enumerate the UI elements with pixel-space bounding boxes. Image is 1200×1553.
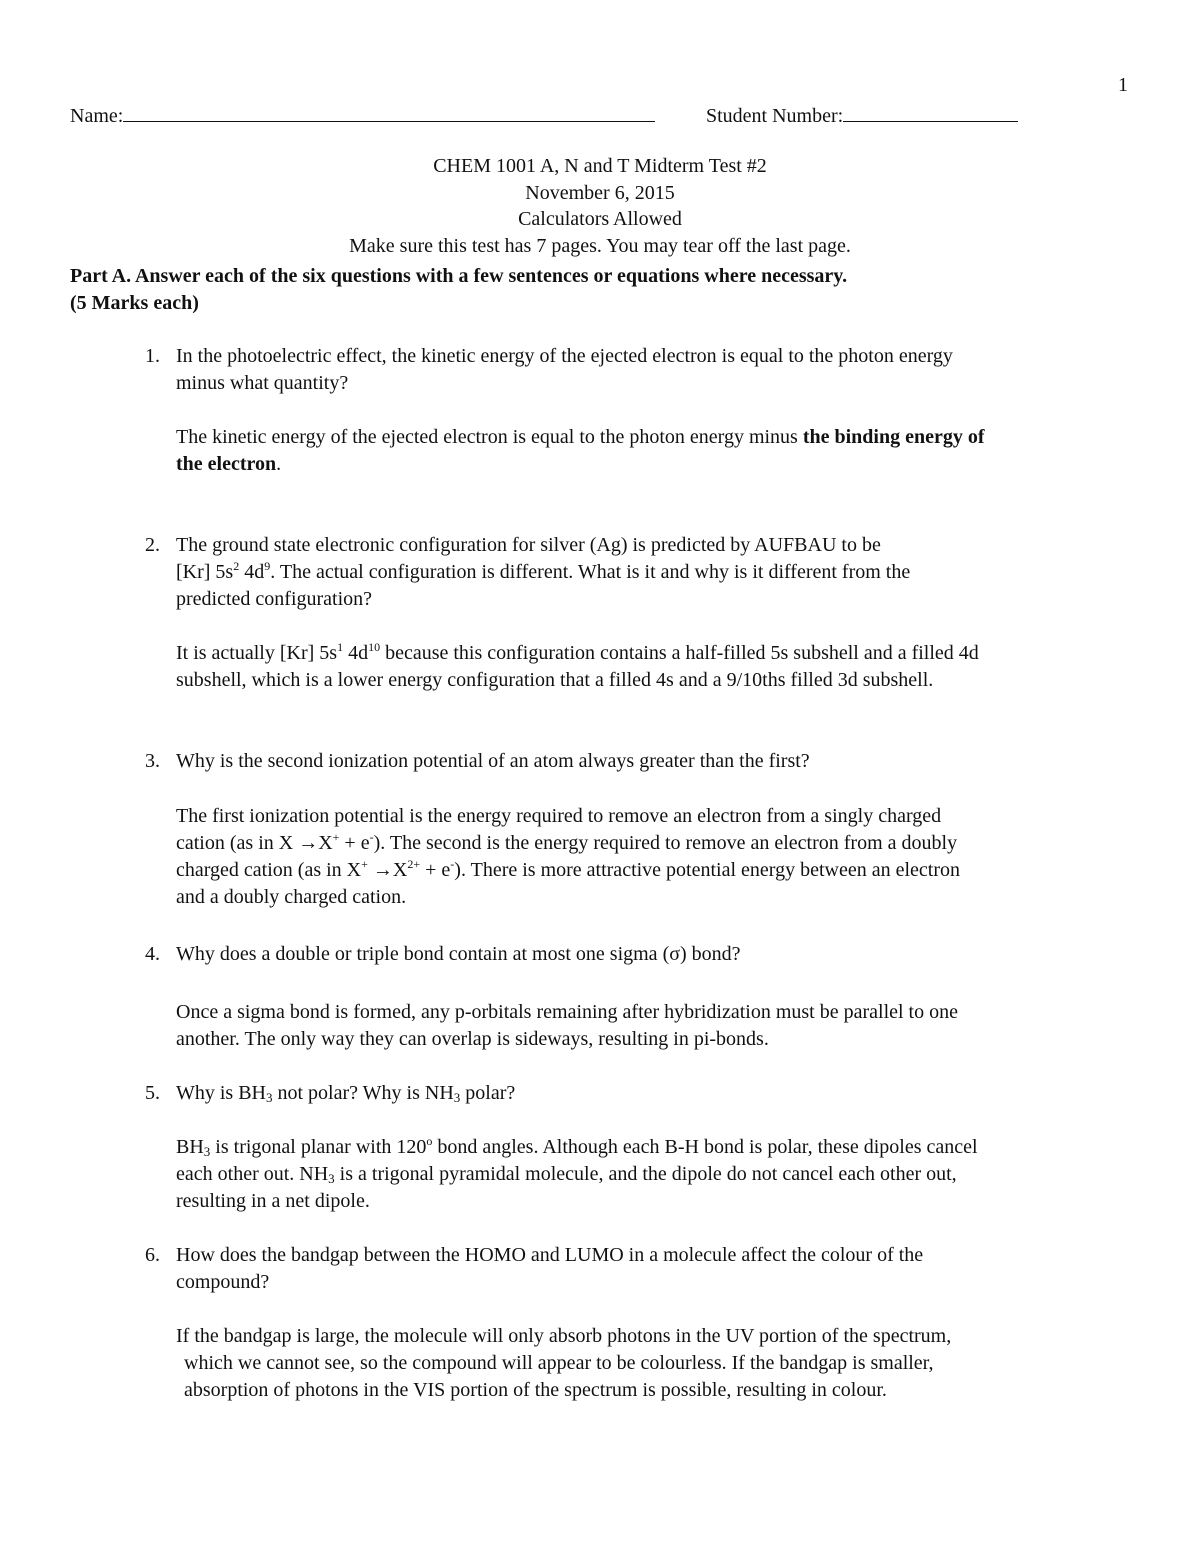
superscript: 2 xyxy=(233,559,240,573)
question-text-line xyxy=(176,1080,515,1107)
text-fragment: charged cation (as in X xyxy=(176,859,362,881)
superscript: 1 xyxy=(337,640,344,654)
question-text-line: Why does a double or triple bond contain at most one sigma (σ) bond? xyxy=(176,943,741,965)
part-a-marks: (5 Marks each) xyxy=(70,292,199,314)
text-fragment: Why is BH xyxy=(176,1082,266,1104)
superscript: + xyxy=(361,857,368,871)
answer-text-line xyxy=(176,1161,957,1188)
text-fragment: is a trigonal pyramidal molecule, and the dipole do not cancel each other out, xyxy=(334,1163,957,1185)
question-number: 1. xyxy=(145,345,160,367)
superscript: 9 xyxy=(264,559,271,573)
student-number-field xyxy=(706,99,1018,130)
name-blank-line[interactable] xyxy=(123,99,655,122)
text-fragment: ). There is more attractive potential energy between an electron xyxy=(454,859,960,881)
answer-text-line xyxy=(176,830,957,857)
answer-text-line: resulting in a net dipole. xyxy=(176,1190,370,1212)
text-fragment: cation (as in X →X xyxy=(176,832,333,854)
text-fragment: polar? xyxy=(460,1082,516,1104)
superscript: 10 xyxy=(368,640,381,654)
question-number: 2. xyxy=(145,534,160,556)
question-text-line xyxy=(176,559,910,586)
calculators-note: Calculators Allowed xyxy=(518,208,682,230)
question-number: 4. xyxy=(145,943,160,965)
answer-text-line: subshell, which is a lower energy configuration that a filled 4s and a 9/10ths filled 3d subshell. xyxy=(176,669,934,691)
text-fragment: is trigonal planar with 120 xyxy=(210,1136,427,1158)
text-fragment: + e xyxy=(420,859,451,881)
answer-fragment: . xyxy=(276,453,282,475)
subscript: 3 xyxy=(453,1090,461,1105)
question-text-line: predicted configuration? xyxy=(176,588,373,610)
student-number-blank-line[interactable] xyxy=(843,99,1018,122)
superscript: o xyxy=(426,1134,433,1148)
text-fragment: [Kr] 5s xyxy=(176,561,234,583)
part-a-heading: Part A. Answer each of the six questions with a few sentences or equations where necessary. xyxy=(70,265,848,287)
question-text-line: Why is the second ionization potential of an atom always greater than the first? xyxy=(176,750,810,772)
text-fragment: because this configuration contains a half-filled 5s subshell and a filled 4d xyxy=(380,642,979,664)
answer-text-line xyxy=(176,857,960,884)
name-label: Name: xyxy=(70,105,124,127)
question-text-line: The ground state electronic configuration for silver (Ag) is predicted by AUFBAU to be xyxy=(176,534,881,556)
text-fragment: →X xyxy=(367,859,408,881)
superscript: 2+ xyxy=(407,857,421,871)
text-fragment: each other out. NH xyxy=(176,1163,329,1185)
page-number: 1 xyxy=(1118,74,1128,96)
answer-text-line xyxy=(176,1134,978,1161)
question-number: 5. xyxy=(145,1082,160,1104)
course-title: CHEM 1001 A, N and T Midterm Test #2 xyxy=(433,155,767,177)
text-fragment: not polar? Why is NH xyxy=(272,1082,454,1104)
student-number-label: Student Number: xyxy=(706,105,844,127)
answer-text-line xyxy=(176,424,985,451)
answer-text-line: which we cannot see, so the compound will appear to be colourless. If the bandgap is smaller, xyxy=(184,1352,934,1374)
subscript: 3 xyxy=(266,1090,273,1105)
text-fragment: ). The second is the energy required to remove an electron from a doubly xyxy=(373,832,958,854)
answer-text-line: and a doubly charged cation. xyxy=(176,886,407,908)
question-number: 6. xyxy=(145,1244,160,1266)
instructions-note: Make sure this test has 7 pages. You may tear off the last page. xyxy=(349,235,851,257)
name-field xyxy=(70,99,655,130)
test-date: November 6, 2015 xyxy=(525,182,675,204)
question-text-line: minus what quantity? xyxy=(176,372,349,394)
question-text-line: compound? xyxy=(176,1271,270,1293)
answer-fragment: The kinetic energy of the ejected electron is equal to the photon energy minus xyxy=(176,426,803,448)
text-fragment: bond angles. Although each B-H bond is polar, these dipoles cancel xyxy=(432,1136,978,1158)
text-fragment: BH xyxy=(176,1136,204,1158)
answer-text-line xyxy=(176,640,979,667)
subscript: 3 xyxy=(203,1144,211,1159)
superscript: - xyxy=(369,830,374,844)
answer-key-term: the binding energy of xyxy=(802,426,985,448)
answer-text-line: another. The only way they can overlap is sideways, resulting in pi-bonds. xyxy=(176,1028,769,1050)
answer-text-line: Once a sigma bond is formed, any p-orbitals remaining after hybridization must be parallel to one xyxy=(176,1001,958,1023)
superscript: - xyxy=(450,857,455,871)
text-fragment: 4d xyxy=(343,642,369,664)
answer-text-line: absorption of photons in the VIS portion of the spectrum is possible, resulting in colour. xyxy=(184,1379,887,1401)
question-text-line: How does the bandgap between the HOMO and LUMO in a molecule affect the colour of the xyxy=(176,1244,924,1266)
text-fragment: 4d xyxy=(239,561,265,583)
text-fragment: It is actually [Kr] 5s xyxy=(176,642,338,664)
answer-text-line xyxy=(176,451,281,478)
question-number: 3. xyxy=(145,750,160,772)
subscript: 3 xyxy=(328,1171,335,1186)
text-fragment: + e xyxy=(339,832,370,854)
answer-key-term: the electron xyxy=(176,453,277,475)
answer-text-line: The first ionization potential is the energy required to remove an electron from a singly charged xyxy=(176,805,942,827)
answer-text-line: If the bandgap is large, the molecule will only absorb photons in the UV portion of the spectrum, xyxy=(176,1325,952,1347)
text-fragment: . The actual configuration is different. What is it and why is it different from the xyxy=(270,561,911,583)
question-text-line: In the photoelectric effect, the kinetic energy of the ejected electron is equal to the photon energy xyxy=(176,345,953,367)
superscript: + xyxy=(332,830,340,844)
